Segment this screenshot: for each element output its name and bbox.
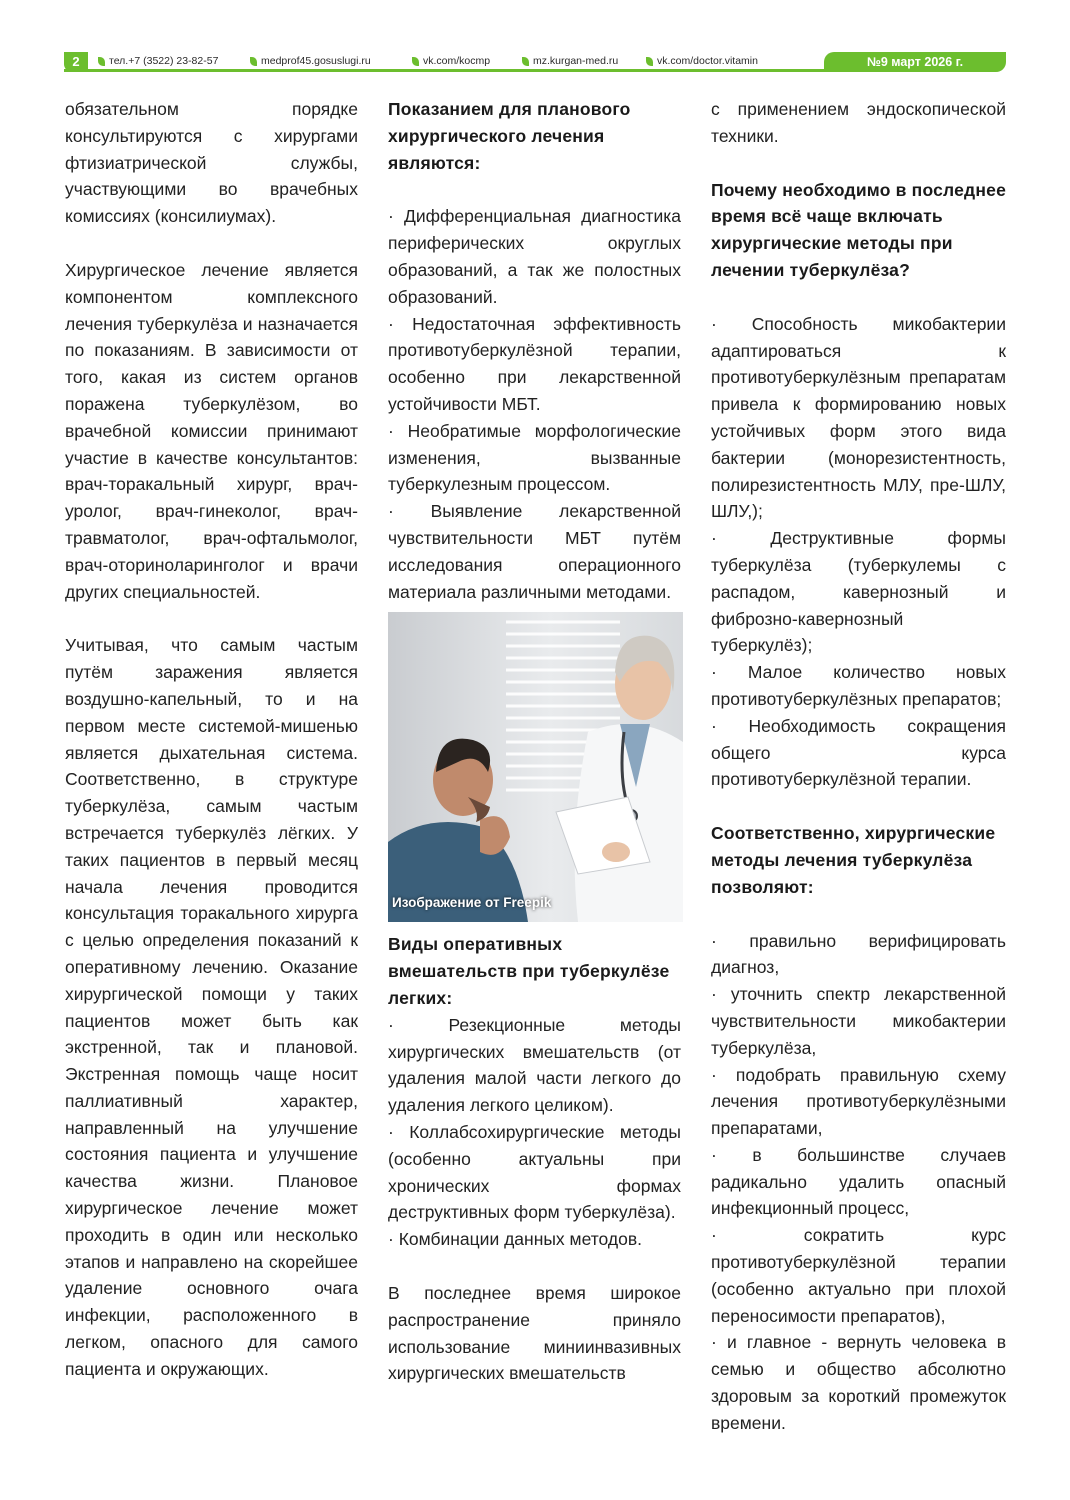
leaf-icon: [646, 57, 653, 66]
contact-phone-text: тел.+7 (3522) 23-82-57: [109, 55, 219, 67]
list-item: · Коллабсохирургические методы (особенно актуальны при хронических формах деструктивных форм туберкулёза).: [388, 1121, 681, 1223]
contacts-bar: [98, 53, 796, 69]
paragraph: обязательном порядке консультируются с хирургами фтизиатрической службы, участвующими во врачебных комиссиях (консилиумах).: [65, 99, 358, 227]
leaf-icon: [412, 57, 419, 66]
contact-vk-kocmp-text: vk.com/kocmp: [423, 55, 491, 67]
list-item: · Необратимые морфологические изменения, вызванные туберкулезным процессом.: [388, 420, 681, 495]
paragraph: Учитывая, что самым частым путём заражения является воздушно-капельный, то и на первом месте системой-мишенью является дыхательная система. Соответственно, в структуре туберкулёза, самым частым встречается туберкулёз лёгких. У таких пациентов в первый месяц начала лечения проводится консультация торакального хирурга с целью определения показаний к оперативному лечению. Оказание хирургической помощи у таких пациентов может быть как экстренной, так и плановой. Экстренная помощь чаще носит паллиативный характер, направленный на улучшение состояния пациента и улучшение качества жизни. Плановое хирургическое лечение может проходить в один или несколько этапов и направлено на скорейшее удаление основного очага инфекции, расположенного в легком, опасного для самого пациента и окружающих.: [65, 635, 358, 1379]
leaf-icon: [98, 57, 105, 66]
list-item: · Способность микобактерии адаптироваться к противотуберкулёзным препаратам привела к формированию новых устойчивых форм этого вида бактерии (монорезистентность, полирезистентность МЛУ, пре-ШЛУ, ШЛУ,);: [711, 313, 1006, 522]
section-heading: Показанием для планового хирургического лечения являются:: [388, 99, 631, 173]
list-item: · Дифференциальная диагностика периферических округлых образований, а так же полостных образований.: [388, 206, 681, 307]
leaf-icon: [522, 57, 529, 66]
section-heading: Соответственно, хирургические методы лечения туберкулёза позволяют:: [711, 823, 996, 897]
paragraph: Хирургическое лечение является компонентом комплексного лечения туберкулёза и назначается по показаниям. В зависимости от того, какая из систем органов поражена туберкулёзом, во врачебной комиссии принимают участие в качестве консультантов: врач-торакальный хирург, врач-уролог, врач-гинеколог, врач-травматолог, врач-офтальмолог, врач-оториноларинголог и врачи других специальностей.: [65, 259, 358, 602]
paragraph: В последнее время широкое распространение приняло использование миниинвазивных хирургических вмешательств: [388, 1282, 681, 1384]
page-number: 2: [64, 52, 88, 72]
contact-link-kurgan-med[interactable]: [522, 53, 646, 69]
issue-badge: №9 март 2026 г.: [824, 52, 1006, 72]
column-right: [711, 96, 1006, 1437]
list-item: · в большинстве случаев радикально удалить опасный инфекционный процесс,: [711, 1144, 1006, 1219]
page-header: [64, 52, 1006, 72]
header-rule: [64, 69, 826, 72]
article-photo: [388, 612, 683, 922]
contact-medprof-text: medprof45.gosuslugi.ru: [261, 55, 371, 67]
list-item: · и главное - вернуть человека в семью и общество абсолютно здоровым за короткий промежуток времени.: [711, 1332, 1006, 1433]
contact-vk-vitamin-text: vk.com/doctor.vitamin: [657, 55, 758, 67]
column-middle: [388, 96, 681, 1387]
list-item: · сократить курс противотуберкулёзной терапии (особенно актуально при плохой переносимости препаратов),: [711, 1225, 1006, 1326]
photo-credit: Изображение от Freepik: [392, 894, 552, 910]
list-item: · Необходимость сокращения общего курса противотуберкулёзной терапии.: [711, 715, 1006, 790]
list-item: · уточнить спектр лекарственной чувствительности микобактерии туберкулёза,: [711, 984, 1006, 1058]
leaf-icon: [250, 57, 257, 66]
paragraph: с применением эндоскопической техники.: [711, 99, 1006, 146]
contact-link-vk-kocmp[interactable]: [412, 53, 522, 69]
contact-phone: [98, 53, 250, 69]
section-heading: Почему необходимо в последнее время всё чаще включать хирургические методы при лечении туберкулёза?: [711, 179, 1007, 280]
list-item: · правильно верифицировать диагноз,: [711, 930, 1006, 978]
section-heading: Виды оперативных вмешательств при туберкулёзе легких:: [388, 934, 670, 1008]
list-item: · подобрать правильную схему лечения противотуберкулёзными препаратами,: [711, 1064, 1006, 1139]
contact-link-vk-vitamin[interactable]: [646, 53, 796, 69]
column-left: [65, 96, 358, 1383]
list-item: · Малое количество новых противотуберкулёзных препаратов;: [711, 662, 1006, 709]
list-item: · Выявление лекарственной чувствительности МБТ путём исследования операционного материала различными методами.: [388, 501, 681, 602]
contact-kurgan-med-text: mz.kurgan-med.ru: [533, 55, 619, 67]
doctor-patient-illustration: [388, 612, 683, 922]
list-item: · Комбинации данных методов.: [388, 1229, 642, 1250]
list-item: · Резекционные методы хирургических вмешательств (от удаления малой части легкого до удаления легкого целиком).: [388, 1014, 681, 1116]
list-item: · Недостаточная эффективность противотуберкулёзной терапии, особенно при лекарственной устойчивости МБТ.: [388, 313, 681, 414]
contact-link-medprof[interactable]: [250, 53, 412, 69]
list-item: · Деструктивные формы туберкулёза (туберкулемы с распадом, кавернозный и фиброзно-кавернозный туберкулёз);: [711, 528, 1006, 656]
